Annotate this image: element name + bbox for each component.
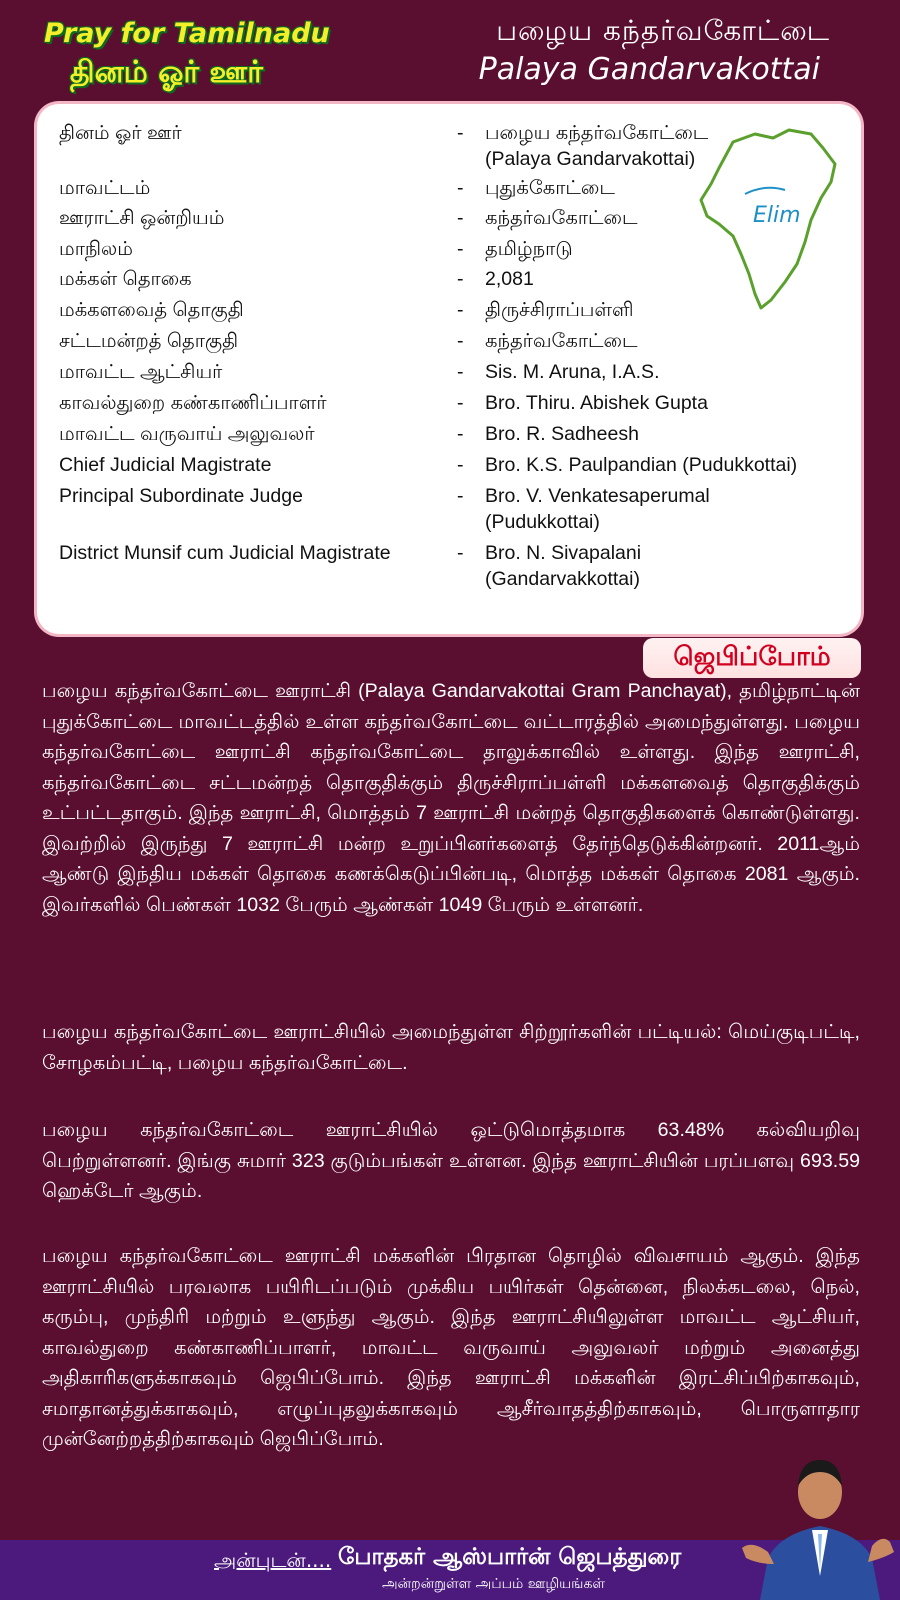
banner-text: ஜெபிப்போம் xyxy=(673,642,831,672)
info-value: பழைய கந்தர்வகோட்டை xyxy=(485,122,709,144)
info-value: (Pudukkottai) xyxy=(485,511,600,533)
tamilnadu-map-icon xyxy=(693,124,843,314)
separator: - xyxy=(457,392,464,414)
page-title-tamil: பழைய கந்தர்வகோட்டை xyxy=(496,14,830,47)
info-label: மாநிலம் xyxy=(59,238,133,260)
separator: - xyxy=(457,299,464,321)
info-label: மக்கள் தொகை xyxy=(59,268,192,290)
info-label: மக்களவைத் தொகுதி xyxy=(59,299,244,321)
pastor-photo xyxy=(740,1430,900,1600)
jebippom-banner xyxy=(643,638,861,678)
info-value: கந்தர்வகோட்டை xyxy=(485,207,638,229)
info-label: மாவட்டம் xyxy=(59,177,151,199)
info-label: மாவட்ட வருவாய் அலுவலர் xyxy=(59,423,315,445)
separator: - xyxy=(457,122,464,144)
separator: - xyxy=(457,238,464,260)
with-love-text: அன்புடன்.... xyxy=(214,1548,332,1572)
separator: - xyxy=(457,330,464,352)
pray-for-tamilnadu-logo: Pray for Tamilnadu xyxy=(44,18,330,49)
info-value: தமிழ்நாடு xyxy=(485,238,573,260)
info-value: திருச்சிராப்பள்ளி xyxy=(485,299,634,321)
info-value: (Palaya Gandarvakottai) xyxy=(485,148,696,170)
info-value: Bro. K.S. Paulpandian (Pudukkottai) xyxy=(485,454,798,476)
separator: - xyxy=(457,268,464,290)
info-value: 2,081 xyxy=(485,268,534,290)
info-label: தினம் ஓர் ஊர் xyxy=(59,122,182,144)
info-value: Bro. N. Sivapalani xyxy=(485,542,642,564)
paragraph: பழைய கந்தர்வகோட்டை ஊராட்சியில் ஒட்டுமொத்தமாக 63.48% கல்வியறிவு பெற்றுள்ளனர். இங்கு சுமார் 323 குடும்பங்கள் உள்ளன. இந்த ஊராட்சியின் பரப்பளவு 693.59 ஹெக்டேர் ஆகும். xyxy=(42,1119,860,1202)
info-label: District Munsif cum Judicial Magistrate xyxy=(59,542,391,564)
separator: - xyxy=(457,177,464,199)
separator: - xyxy=(457,454,464,476)
separator: - xyxy=(457,485,464,507)
info-label: ஊராட்சி ஒன்றியம் xyxy=(59,207,225,229)
ministry-name: அன்றன்றுள்ள அப்பம் ஊழியங்கள் xyxy=(382,1576,606,1592)
svg-text:Elim: Elim xyxy=(753,203,801,228)
info-label: Principal Subordinate Judge xyxy=(59,485,303,507)
paragraph: பழைய கந்தர்வகோட்டை ஊராட்சியில் அமைந்துள்ள சிற்றூர்களின் பட்டியல்: மெய்குடிபட்டி, சோழகம்பட்டி, பழைய கந்தர்வகோட்டை. xyxy=(42,1021,860,1074)
info-value: Bro. R. Sadheesh xyxy=(485,423,639,445)
separator: - xyxy=(457,423,464,445)
pastor-name: போதகர் ஆஸ்பார்ன் ஜெபத்துரை xyxy=(338,1544,682,1570)
info-label: மாவட்ட ஆட்சியர் xyxy=(59,361,223,383)
info-label: காவல்துறை கண்காணிப்பாளர் xyxy=(59,392,327,414)
info-value: (Gandarvakkottai) xyxy=(485,568,640,590)
page-title-english: Palaya Gandarvakottai xyxy=(478,52,820,87)
paragraph: பழைய கந்தர்வகோட்டை ஊராட்சி மக்களின் பிரதான தொழில் விவசாயம் ஆகும். இந்த ஊராட்சியில் பரவலாக பயிரிடப்படும் முக்கிய பயிர்கள் தென்னை, நிலக்கடலை, நெல், கரும்பு, முந்திரி மற்றும் உளுந்து ஆகும். இந்த ஊராட்சியிலுள்ள மாவட்ட ஆட்சியர், காவல்துறை கண்காணிப்பாளர், மாவட்ட வருவாய் அலுவலர் மற்றும் அனைத்து அதிகாரிகளுக்காகவும் ஜெபிப்போம். இந்த ஊராட்சி மக்களின் இரட்சிப்பிற்காகவும், சமாதானத்துக்காகவும், எழுப்புதலுக்காகவும் ஆசீர்வாதத்திற்காகவும், பொருளாதார முன்னேற்றத்திற்காகவும் ஜெபிப்போம். xyxy=(42,1245,860,1450)
info-value: Bro. Thiru. Abishek Gupta xyxy=(485,392,708,414)
separator: - xyxy=(457,361,464,383)
info-label: Chief Judicial Magistrate xyxy=(59,454,272,476)
info-value: Sis. M. Aruna, I.A.S. xyxy=(485,361,660,383)
info-label: சட்டமன்றத் தொகுதி xyxy=(59,330,239,352)
separator: - xyxy=(457,542,464,564)
info-value: Bro. V. Venkatesaperumal xyxy=(485,485,710,507)
dinam-oor-oor-logo: தினம் ஓர் ஊர் xyxy=(70,55,263,90)
separator: - xyxy=(457,207,464,229)
paragraph: பழைய கந்தர்வகோட்டை ஊராட்சி (Palaya Gandarvakottai Gram Panchayat), தமிழ்நாட்டின் புதுக்கோட்டை மாவட்டத்தில் உள்ள கந்தர்வகோட்டை வட்டாரத்தில் அமைந்துள்ளது. பழைய கந்தர்வகோட்டை ஊராட்சி கந்தர்வகோட்டை தாலுக்காவில் உள்ளது. இந்த ஊராட்சி, கந்தர்வகோட்டை சட்டமன்றத் தொகுதிக்கும் திருச்சிராப்பள்ளி மக்களவைத் தொகுதிக்கும் உட்பட்டதாகும். இந்த ஊராட்சி, மொத்தம் 7 ஊராட்சி மன்றத் தொகுதிகளைக் கொண்டுள்ளது. இவற்றில் இருந்து 7 ஊராட்சி மன்ற உறுப்பினர்களைத் தேர்ந்தெடுக்கின்றனர். 2011ஆம் ஆண்டு இந்திய மக்கள் தொகை கணக்கெடுப்பின்படி, மொத்த மக்கள் தொகை 2081 ஆகும். இவர்களில் பெண்கள் 1032 பேரும் ஆண்கள் 1049 பேரும் உள்ளனர். xyxy=(42,680,860,916)
header xyxy=(0,0,900,105)
info-value: கந்தர்வகோட்டை xyxy=(485,330,638,352)
info-value: புதுக்கோட்டை xyxy=(485,177,615,199)
info-card xyxy=(37,104,861,634)
